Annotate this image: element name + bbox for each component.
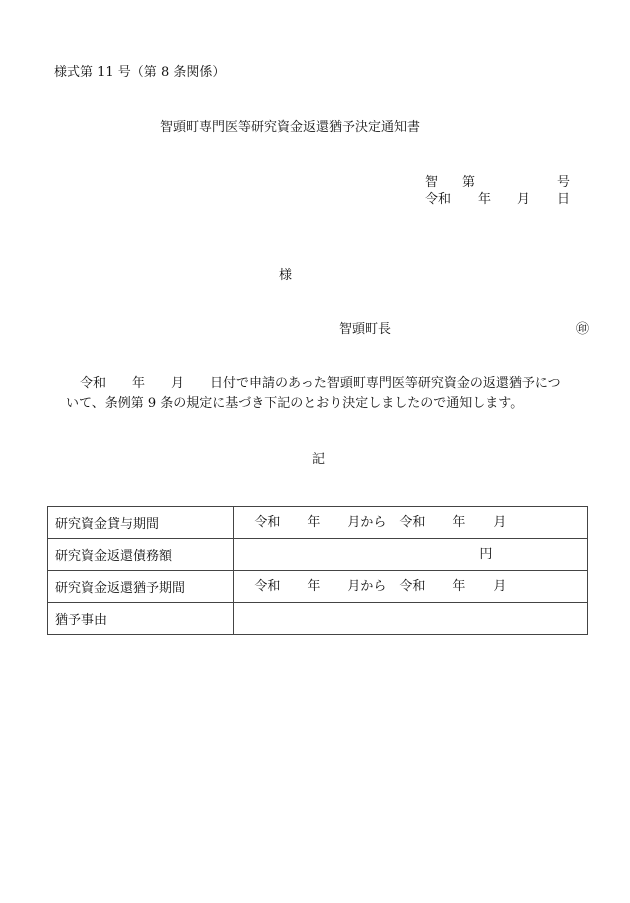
loan-period-cell	[234, 507, 588, 539]
reference-prefix: 智	[425, 175, 439, 190]
row-label: 研究資金返還債務額	[48, 539, 234, 571]
addressee-suffix: 様	[279, 268, 293, 283]
era: 令和	[399, 515, 426, 530]
form-number: 様式第 11 号（第 8 条関係）	[54, 65, 226, 80]
month: 月	[493, 579, 507, 594]
row-label: 研究資金返還猶予期間	[48, 571, 234, 603]
table-row	[48, 571, 588, 603]
date-year: 年	[478, 192, 492, 207]
ki-heading: 記	[312, 452, 326, 467]
month-from: 月から	[347, 515, 387, 530]
seal-mark: ㊞	[576, 322, 590, 337]
table-row	[48, 539, 588, 571]
document-title: 智頭町専門医等研究資金返還猶予決定通知書	[160, 120, 421, 135]
date-month: 月	[517, 192, 531, 207]
date-day: 日	[557, 192, 571, 207]
debt-amount-cell	[234, 539, 588, 571]
year: 年	[307, 579, 321, 594]
body-line-1: 令和 年 月 日付で申請のあった智頭町専門医等研究資金の返還猶予につ	[80, 376, 561, 391]
year: 年	[452, 579, 466, 594]
reference-dai: 第	[462, 175, 476, 190]
era: 令和	[399, 579, 426, 594]
month: 月	[493, 515, 507, 530]
era: 令和	[254, 579, 281, 594]
deferral-reason-cell	[234, 603, 588, 635]
era: 令和	[254, 515, 281, 530]
yen-unit: 円	[479, 547, 493, 562]
table-row	[48, 603, 588, 635]
year: 年	[307, 515, 321, 530]
issuer: 智頭町長	[339, 322, 392, 337]
table-row	[48, 507, 588, 539]
deferral-period-cell	[234, 571, 588, 603]
body-line-2: いて、条例第 9 条の規定に基づき下記のとおり決定しましたので通知します。	[66, 396, 524, 411]
row-label: 研究資金貸与期間	[48, 507, 234, 539]
row-label: 猶予事由	[48, 603, 234, 635]
month-from: 月から	[347, 579, 387, 594]
reference-go: 号	[557, 175, 571, 190]
details-table	[47, 506, 588, 635]
date-era: 令和	[425, 192, 452, 207]
year: 年	[452, 515, 466, 530]
